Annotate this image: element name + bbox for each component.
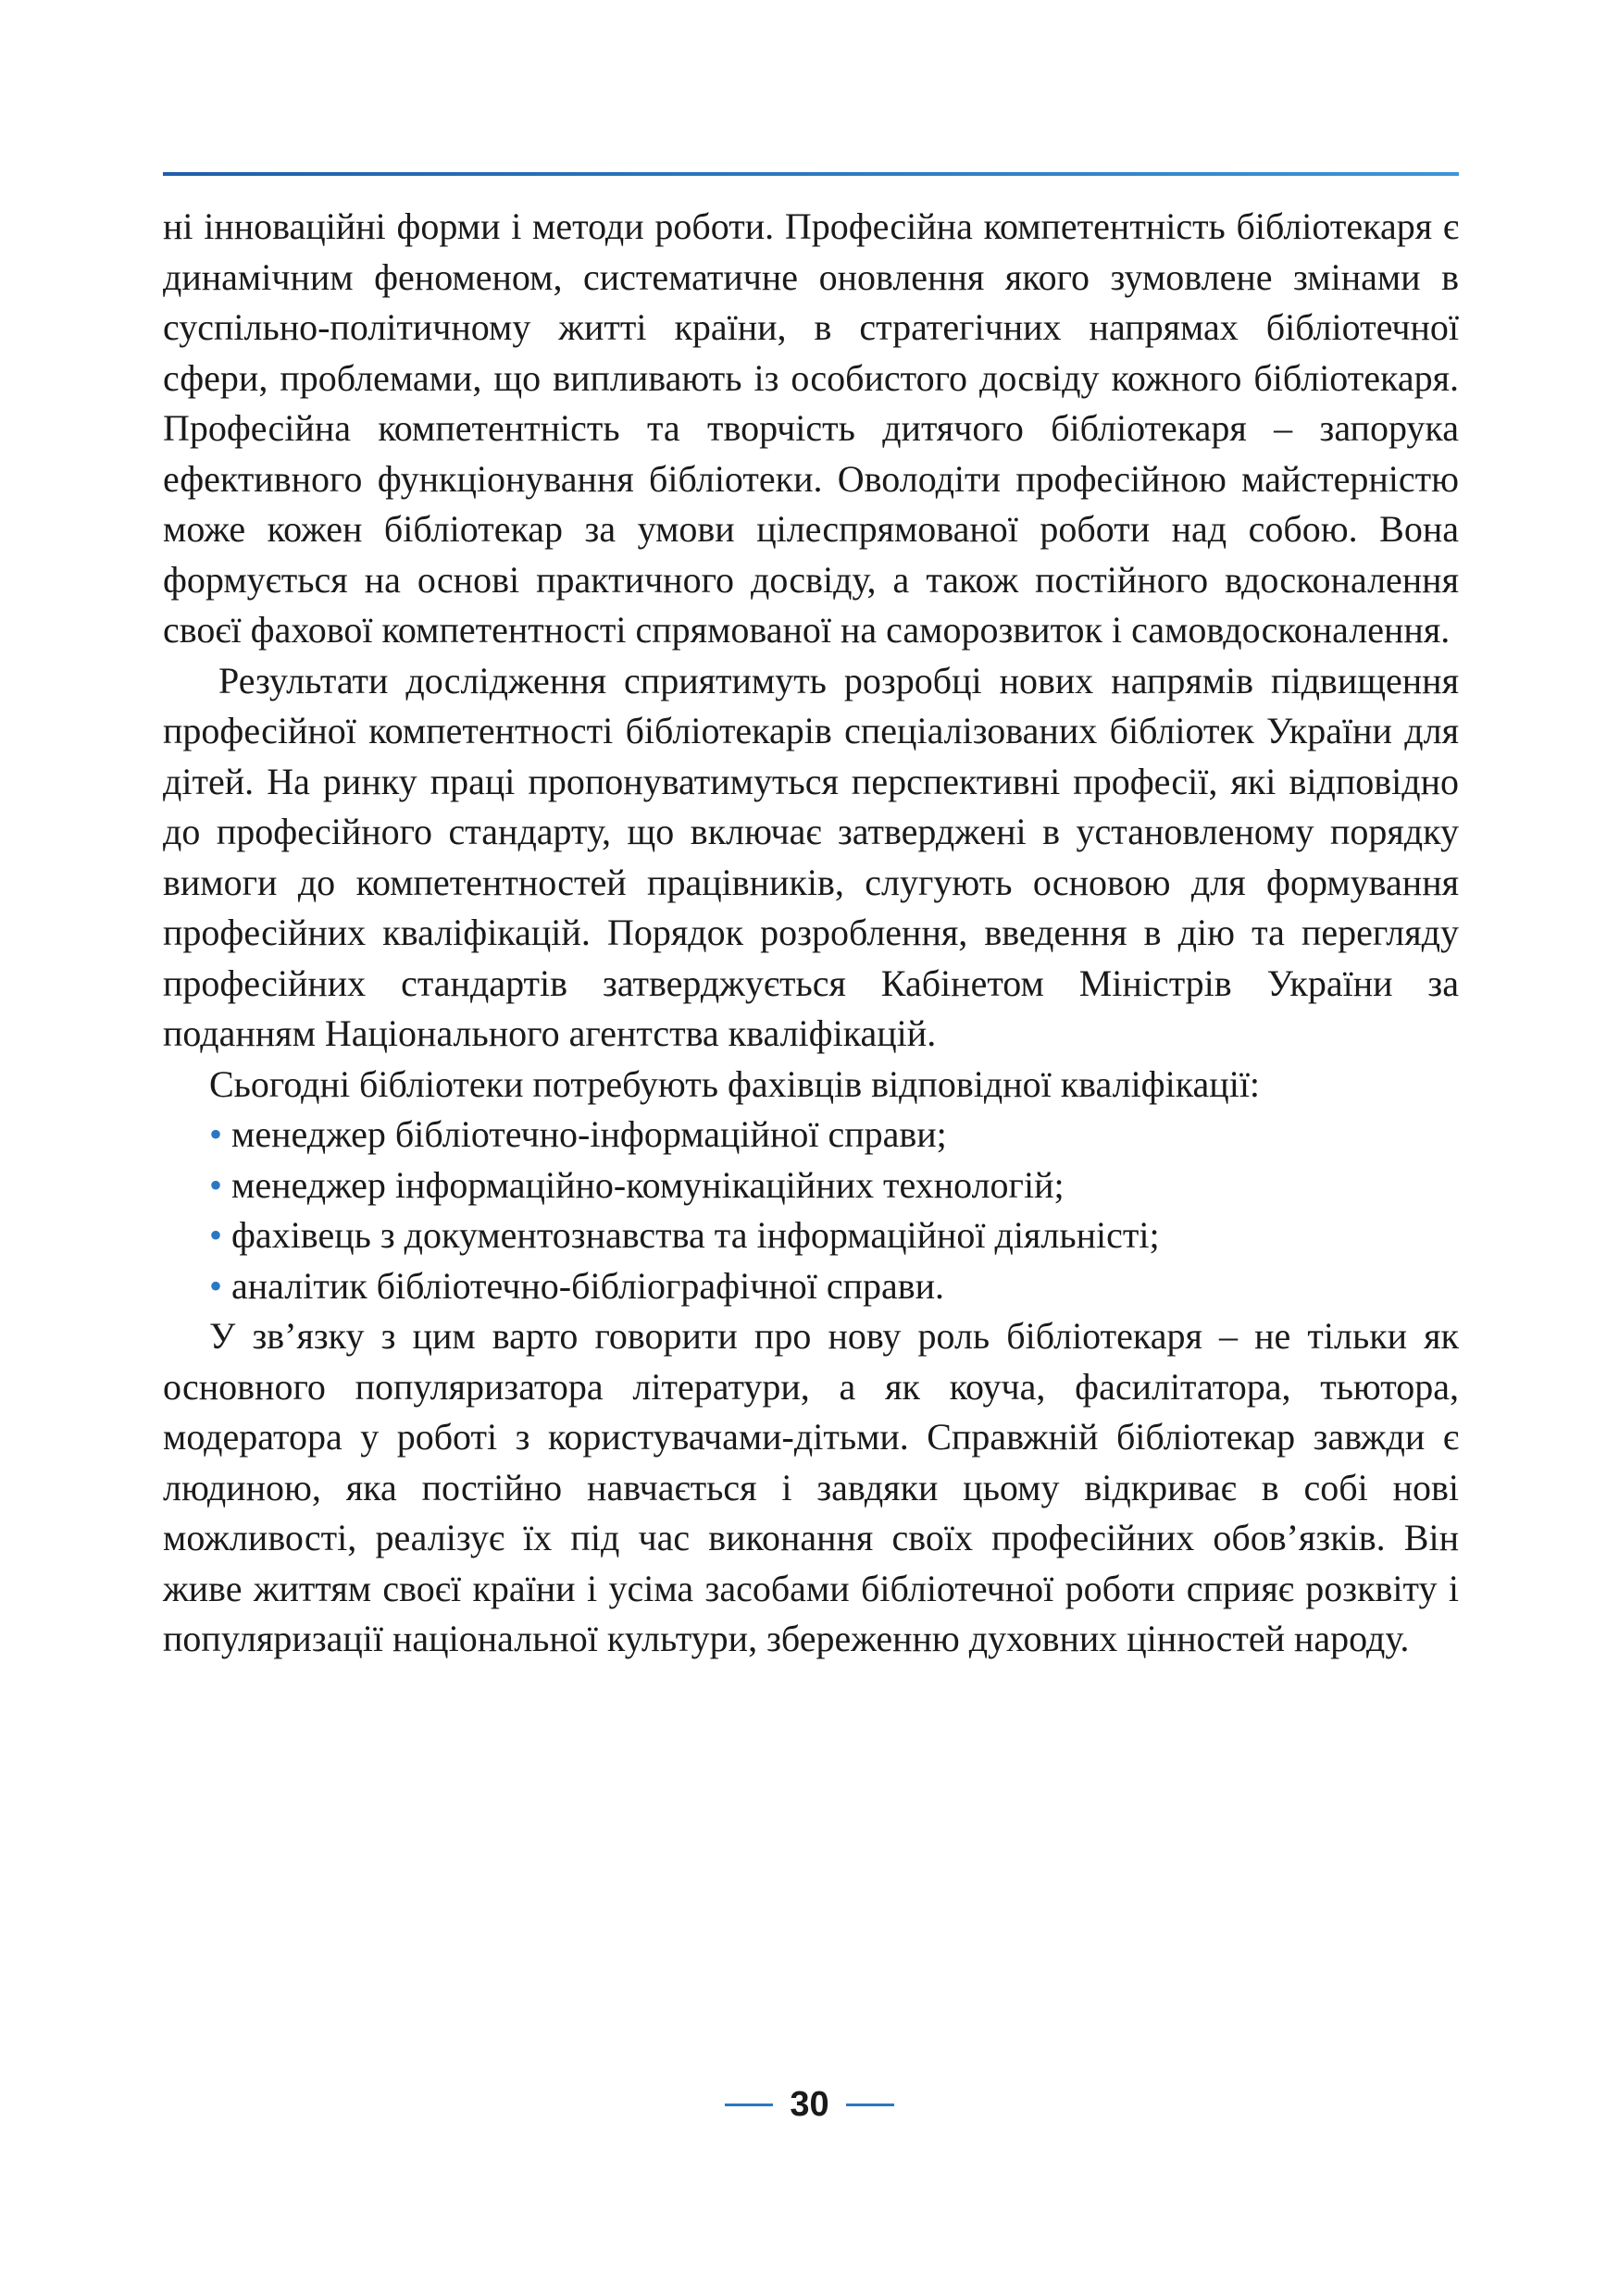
bullet-icon: • <box>209 1214 223 1256</box>
list-item: • менеджер бібліотечно-інформаційної справи; <box>209 1113 947 1155</box>
bullet-icon: • <box>209 1113 223 1155</box>
bullet-icon: • <box>209 1163 223 1206</box>
footer-rule-right <box>846 2104 894 2106</box>
page-body <box>163 202 1459 1665</box>
qualifications-list <box>163 1110 1459 1311</box>
header-rule <box>163 172 1459 176</box>
paragraph-continued: ні інноваційні форми і методи роботи. Професійна компетентність бібліотекаря є динамічним феноменом, систематичне оновлення якого зумовлене змінами в суспільно-політичному житті країни, в стратегічних напрямах бібліотечної сфери, проблемами, що випливають із особистого досвіду кожного бібліотекаря. Професійна компетентність та творчість дитячого бібліотекаря – запорука ефективного функціонування бібліотеки. Оволодіти професійною майстерністю може кожен бібліотекар за умови цілеспрямованої роботи над собою. Вона формується на основі практичного досвіду, а також постійного вдосконалення своєї фахової компетентності спрямованої на саморозвиток і самовдосконалення. <box>163 205 1459 651</box>
paragraph-qualifications-intro: Сьогодні бібліотеки потребують фахівців відповідної кваліфікації: <box>209 1062 1261 1105</box>
list-item: • менеджер інформаційно-комунікаційних технологій; <box>209 1163 1065 1206</box>
paragraph-research-results: Результати дослідження сприятимуть розробці нових напрямів підвищення професійної компетентності бібліотекарів спеціалізованих бібліотек України для дітей. На ринку праці пропонуватимуться перспективні професії, які відповідно до професійного стандарту, що включає затверджені в установленому порядку вимоги до компетентностей працівників, слугують основою для формування професійних кваліфікацій. Порядок розроблення, введення в дію та перегляду професійних стандартів затверджується Кабінетом Міністрів України за поданням Національного агентства кваліфікацій. <box>163 659 1459 1054</box>
paragraph-librarian-role: У зв’язку з цим варто говорити про нову роль бібліотекаря – не тільки як основного популяризатора літератури, а як коуча, фасилітатора, тьютора, модератора у роботі з користувачами-дітьми. Справжній бібліотекар завжди є людиною, яка постійно навчається і завдяки цьому відкриває в собі нові можливості, реалізує їх під час виконання своїх професійних обов’язків. Він живе життям своєї країни і усіма засобами бібліотечної роботи сприяє розквіту і популяризації національної культури, збереженню духовних цінностей народу. <box>163 1315 1459 1659</box>
footer-rule-left <box>725 2104 773 2106</box>
list-item: • фахівець з документознавства та інформаційної діяльністі; <box>209 1214 1160 1256</box>
page-number: 30 <box>790 2084 829 2124</box>
list-item: • аналітик бібліотечно-бібліографічної справи. <box>209 1264 945 1307</box>
bullet-icon: • <box>209 1264 223 1307</box>
page-footer <box>0 2077 1619 2132</box>
